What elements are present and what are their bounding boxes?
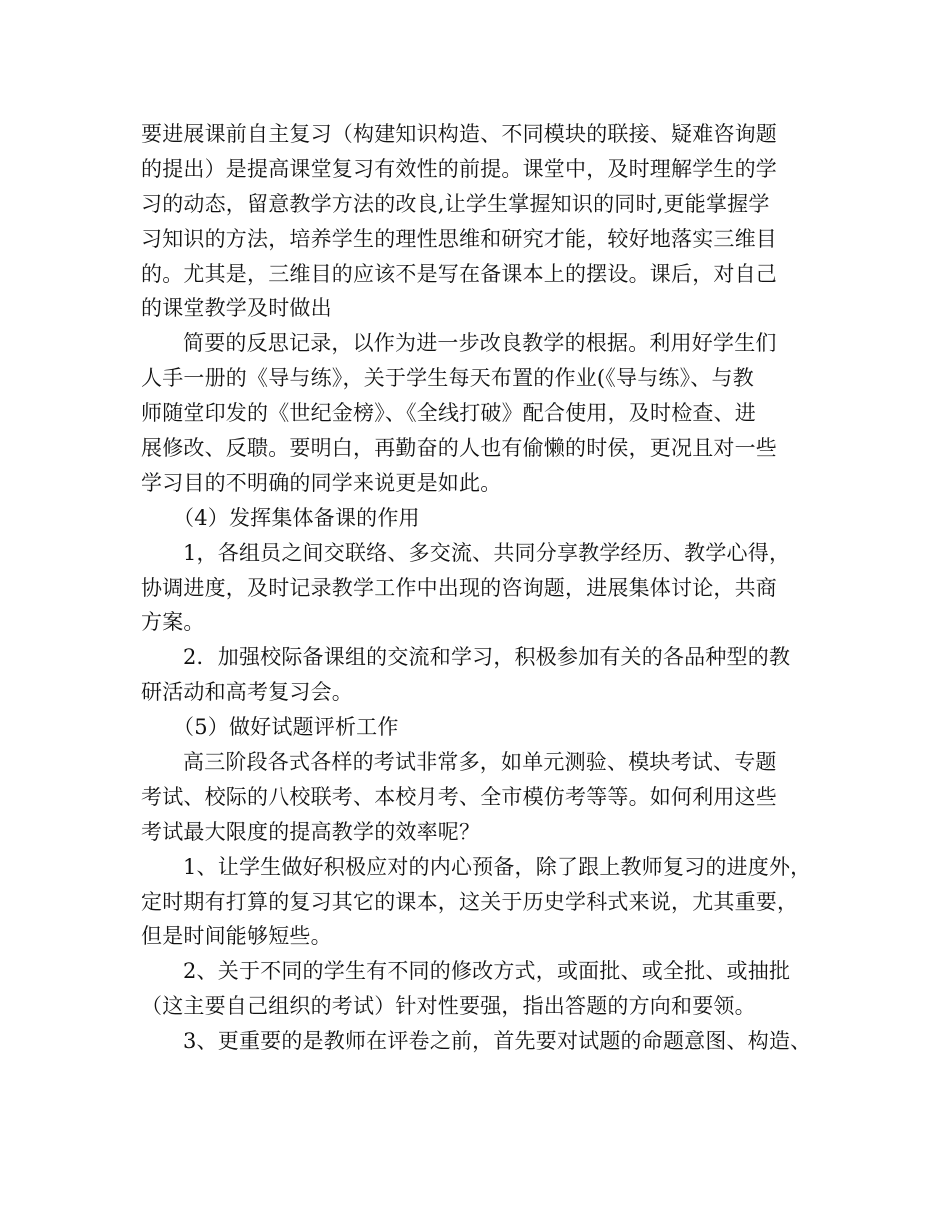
body-text-line: 考试、校际的八校联考、本校月考、全市模仿考等等。如何利用这些: [141, 784, 777, 809]
section-heading: （4）发挥集体备课的作用: [173, 505, 420, 530]
body-text-line: 定时期有打算的复习其它的课本，这关于历史学科式来说，尤其重要，: [141, 889, 799, 914]
body-text-line: 研活动和高考复习会。: [141, 680, 353, 705]
body-text-line: 习的动态，留意教学方法的改良,让学生掌握知识的同时,更能掌握学: [141, 191, 770, 216]
body-text-line: 的。尤其是，三维目的应该不是写在备课本上的摆设。课后，对自己: [141, 261, 777, 286]
body-text-line: 但是时间能够短些。: [141, 924, 332, 949]
paragraph-first-line: 高三阶段各式各样的考试非常多，如单元测验、模块考试、专题: [183, 750, 777, 775]
body-text-line: 要进展课前自主复习（构建知识构造、不同模块的联接、疑难咨询题: [141, 122, 777, 146]
paragraph-first-line: 2、关于不同的学生有不同的修改方式，或面批、或全批、或抽批: [183, 959, 791, 984]
body-text-line: 的课堂教学及时做出: [141, 296, 332, 321]
body-text-line: 方案。: [141, 610, 205, 635]
paragraph-first-line: 1、让学生做好积极应对的内心预备，除了跟上教师复习的进度外，: [183, 854, 812, 879]
body-text-line: 考试最大限度的提高教学的效率呢？: [141, 819, 481, 844]
body-text-line: 人手一册的《导与练》，关于学生每天布置的作业(《导与练》、与教: [141, 366, 754, 391]
body-text-line: 的提出）是提高课堂复习有效性的前提。课堂中，及时理解学生的学: [141, 156, 777, 181]
paragraph-first-line: 1，各组员之间交联络、多交流、共同分享教学经历、教学心得，: [183, 540, 791, 565]
paragraph-first-line: 简要的反思记录，以作为进一步改良教学的根据。利用好学生们: [183, 331, 777, 356]
body-text-line: 学习目的不明确的同学来说更是如此。: [141, 470, 502, 495]
paragraph-first-line: 3、更重要的是教师在评卷之前，首先要对试题的命题意图、构造、: [183, 1029, 812, 1054]
body-text-line: 习知识的方法，培养学生的理性思维和研究才能，较好地落实三维目: [141, 226, 777, 251]
body-text-line: （这主要自己组织的考试）针对性要强，指出答题的方向和要领。: [141, 994, 756, 1019]
document-page: [141, 117, 813, 1059]
body-text-line: 师随堂印发的《世纪金榜》、《全线打破》配合使用，及时检查、进: [141, 401, 756, 426]
body-text-line: 展修改、反聩。要明白，再勤奋的人也有偷懒的时侯，更况且对一些: [141, 436, 777, 461]
section-heading: （5）做好试题评析工作: [173, 715, 399, 740]
body-text-line: 协调进度，及时记录教学工作中出现的咨询题，进展集体讨论，共商: [141, 575, 777, 600]
paragraph-first-line: 2．加强校际备课组的交流和学习，积极参加有关的各品种型的教: [183, 645, 791, 670]
